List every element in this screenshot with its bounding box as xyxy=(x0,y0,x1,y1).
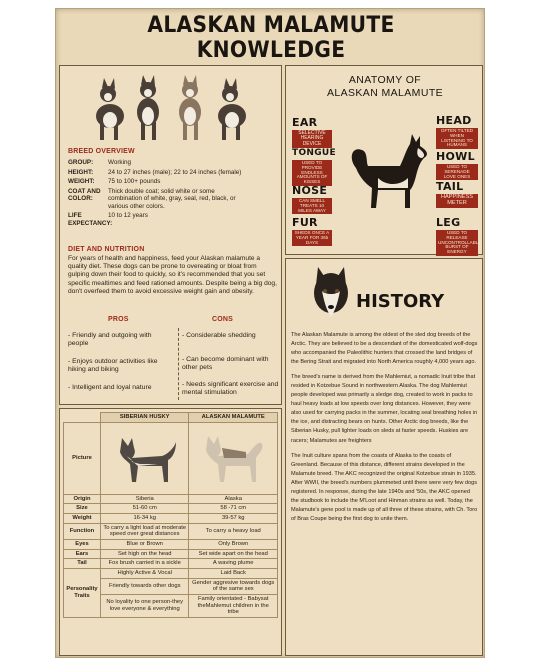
comparison-picture-row xyxy=(64,422,278,494)
anatomy-ear-tag: SELECTIVE HEARING DEVICE xyxy=(292,130,332,148)
cons-item: - Needs significant exercise and mental stimulation xyxy=(182,381,279,397)
anatomy-tail-tag: HAPPINESS METER xyxy=(436,194,478,208)
anatomy-tongue-label: TONGUE xyxy=(292,148,336,158)
comparison-row: Size 51-60 cm 58 -71 cm xyxy=(64,504,278,514)
comparison-row: Ears Set high on the head Set wide apart on the head xyxy=(64,549,278,559)
breed-overview-heading: BREED OVERVIEW xyxy=(68,148,135,155)
malamute-picture xyxy=(189,422,278,494)
comparison-row: No loyality to one person-they love everyone & everything Family orientated - Babysat theMahlemut children in the tribe xyxy=(64,594,278,617)
anatomy-head-tag: OFTEN TILTED WHEN LISTENING TO HUMANS xyxy=(436,128,478,149)
anatomy-howl-label: HOWL xyxy=(436,150,475,163)
cons-heading: CONS xyxy=(212,316,234,323)
anatomy-fur-label: FUR xyxy=(292,216,318,229)
column-alaskan-malamute: ALASKAN MALAMUTE xyxy=(189,413,278,423)
anatomy-leg-tag: USED TO RELEASE UNCONTROLLABLE BURST OF ENERGY xyxy=(438,230,482,255)
anatomy-tongue-tag: USED TO PROVIDE ENDLESS AMOUNTS OF KISSES xyxy=(292,160,332,186)
overview-row: COAT AND COLOR: Thick double coat; solid white or some combination of white, gray, seal, red, black, or various other colors. xyxy=(68,187,236,210)
pros-heading: PROS xyxy=(108,316,129,323)
comparison-row: Weight 16-34 kg 39-57 kg xyxy=(64,513,278,523)
comparison-row: Function To carry a light load at moderate speed over great distances To carry a heavy load xyxy=(64,523,278,539)
anatomy-nose-label: NOSE xyxy=(292,184,328,197)
anatomy-title-line2: ALASKAN MALAMUTE xyxy=(326,87,444,99)
anatomy-tail-label: TAIL xyxy=(436,180,464,193)
overview-row: WEIGHT: 75 to 100+ pounds xyxy=(68,178,161,186)
history-panel xyxy=(285,258,483,656)
poster xyxy=(55,8,485,658)
comparison-row: Personality Traits Highly Active & Vocal Laid Back xyxy=(64,568,278,578)
cons-item: - Can become dominant with other pets xyxy=(182,356,269,372)
malamute-head-illustration xyxy=(308,265,354,321)
comparison-row: Origin Siberia Alaska xyxy=(64,494,278,504)
pros-item: - Intelligent and loyal nature xyxy=(68,384,152,391)
history-heading: HISTORY xyxy=(356,291,445,312)
comparison-table xyxy=(63,412,278,618)
pros-item: - Enjoys outdoor activities like hiking and biking xyxy=(68,358,158,374)
pros-item: - Friendly and outgoing with people xyxy=(68,332,152,348)
husky-picture xyxy=(100,422,189,494)
diet-heading: DIET AND NUTRITION xyxy=(68,246,145,253)
anatomy-fur-tag: SHEDS ONCE A YEAR FOR 365 DAYS xyxy=(292,230,332,246)
comparison-row: Friendly towards other dogs Gender aggresive towards dogs of the same sex xyxy=(64,578,278,594)
history-paragraph: The breed's name is derived from the Mahlemiut, a nomadic Inuit tribe that resided in Kotzebue Sound in northwestern Alaska. The dog Mahlemiut people developed was primarily a sledge dog, created to work in packs to haul heavy loads at low speeds over long distances. However, they were also used for carrying packs in the summer, locating seal breathing holes in the ice, and distracting bears on hunts. Other Arctic dog breeds, like the Siberian Husky, pull lighter loads on sleds at faster speeds. Huskies are racers; Malamutes are freighters xyxy=(291,374,478,444)
overview-panel xyxy=(59,65,282,405)
comparison-header-row xyxy=(64,413,278,423)
overview-row: HEIGHT: 24 to 27 inches (male); 22 to 24 inches (female) xyxy=(68,168,242,176)
anatomy-head-label: HEAD xyxy=(436,114,472,127)
overview-row: GROUP: Working xyxy=(68,159,131,166)
malamute-anatomy-silhouette xyxy=(338,128,432,212)
column-siberian-husky: SIBERIAN HUSKY xyxy=(100,413,189,423)
anatomy-ear-label: EAR xyxy=(292,116,318,129)
anatomy-nose-tag: CAN SMELL TREATS 10 MILES AWAY xyxy=(292,198,332,214)
comparison-row: Eyes Blue or Brown Only Brown xyxy=(64,539,278,549)
malamute-group-illustration xyxy=(88,72,258,142)
anatomy-title-line1: ANATOMY OF xyxy=(348,74,422,86)
anatomy-leg-label: LEG xyxy=(436,216,461,229)
row-label: Picture xyxy=(64,422,101,494)
cons-item: - Considerable shedding xyxy=(182,332,256,339)
breed-overview-table xyxy=(68,159,248,229)
history-paragraph: The Inuit culture spans from the coasts of Alaska to the coasts of Greenland. Because of this distance, different strains developed in the Malamute breed. The AKC recognized the original Kotzebue strain in 1935. After WWII, the breed's numbers plummeted until there were very few dogs registered. In response, during the late 1940s and '50s, the AKC opened the studbook to include the M'Loot and Hinman strains as well. Today, the Malamute's gene pool is made up of all three of these strains, with Ch. Toro of Bras Coupe being the first dog to unite them. xyxy=(291,452,478,522)
siberian-husky-illustration xyxy=(110,428,180,486)
alaskan-malamute-illustration xyxy=(198,428,268,486)
pros-cons-divider xyxy=(178,328,179,400)
diet-text: For years of health and happiness, feed your Alaskan malamute a quality diet. These dogs can be prone to overeating or bloat from gulping down their food to quickly, so it's recommended that you set specific mealtimes and feed rationed amounts. Despite being a big dog, don't overfeed them to avoid excessive weight gain and obesity. xyxy=(68,255,277,295)
comparison-row: Tail Fox brush carried in a sickle A waving plume xyxy=(64,559,278,569)
overview-row: LIFE EXPECTANCY: 10 to 12 years xyxy=(68,212,148,227)
anatomy-howl-tag: USED TO SERENADE LOVE ONES xyxy=(436,164,478,180)
anatomy-panel xyxy=(285,65,483,255)
history-text xyxy=(291,331,479,530)
poster-title: ALASKAN MALAMUTE KNOWLEDGE xyxy=(147,13,395,63)
history-paragraph: The Alaskan Malamute is among the oldest of the sled dog breeds of the Arctic. They are believed to be a descendant of the domesticated wolf-dogs who accompanied the Paleolithic hunters that crossed the land bridges of the Bering Strait and migrated into North America roughly 4,000 years ago. xyxy=(291,332,478,366)
